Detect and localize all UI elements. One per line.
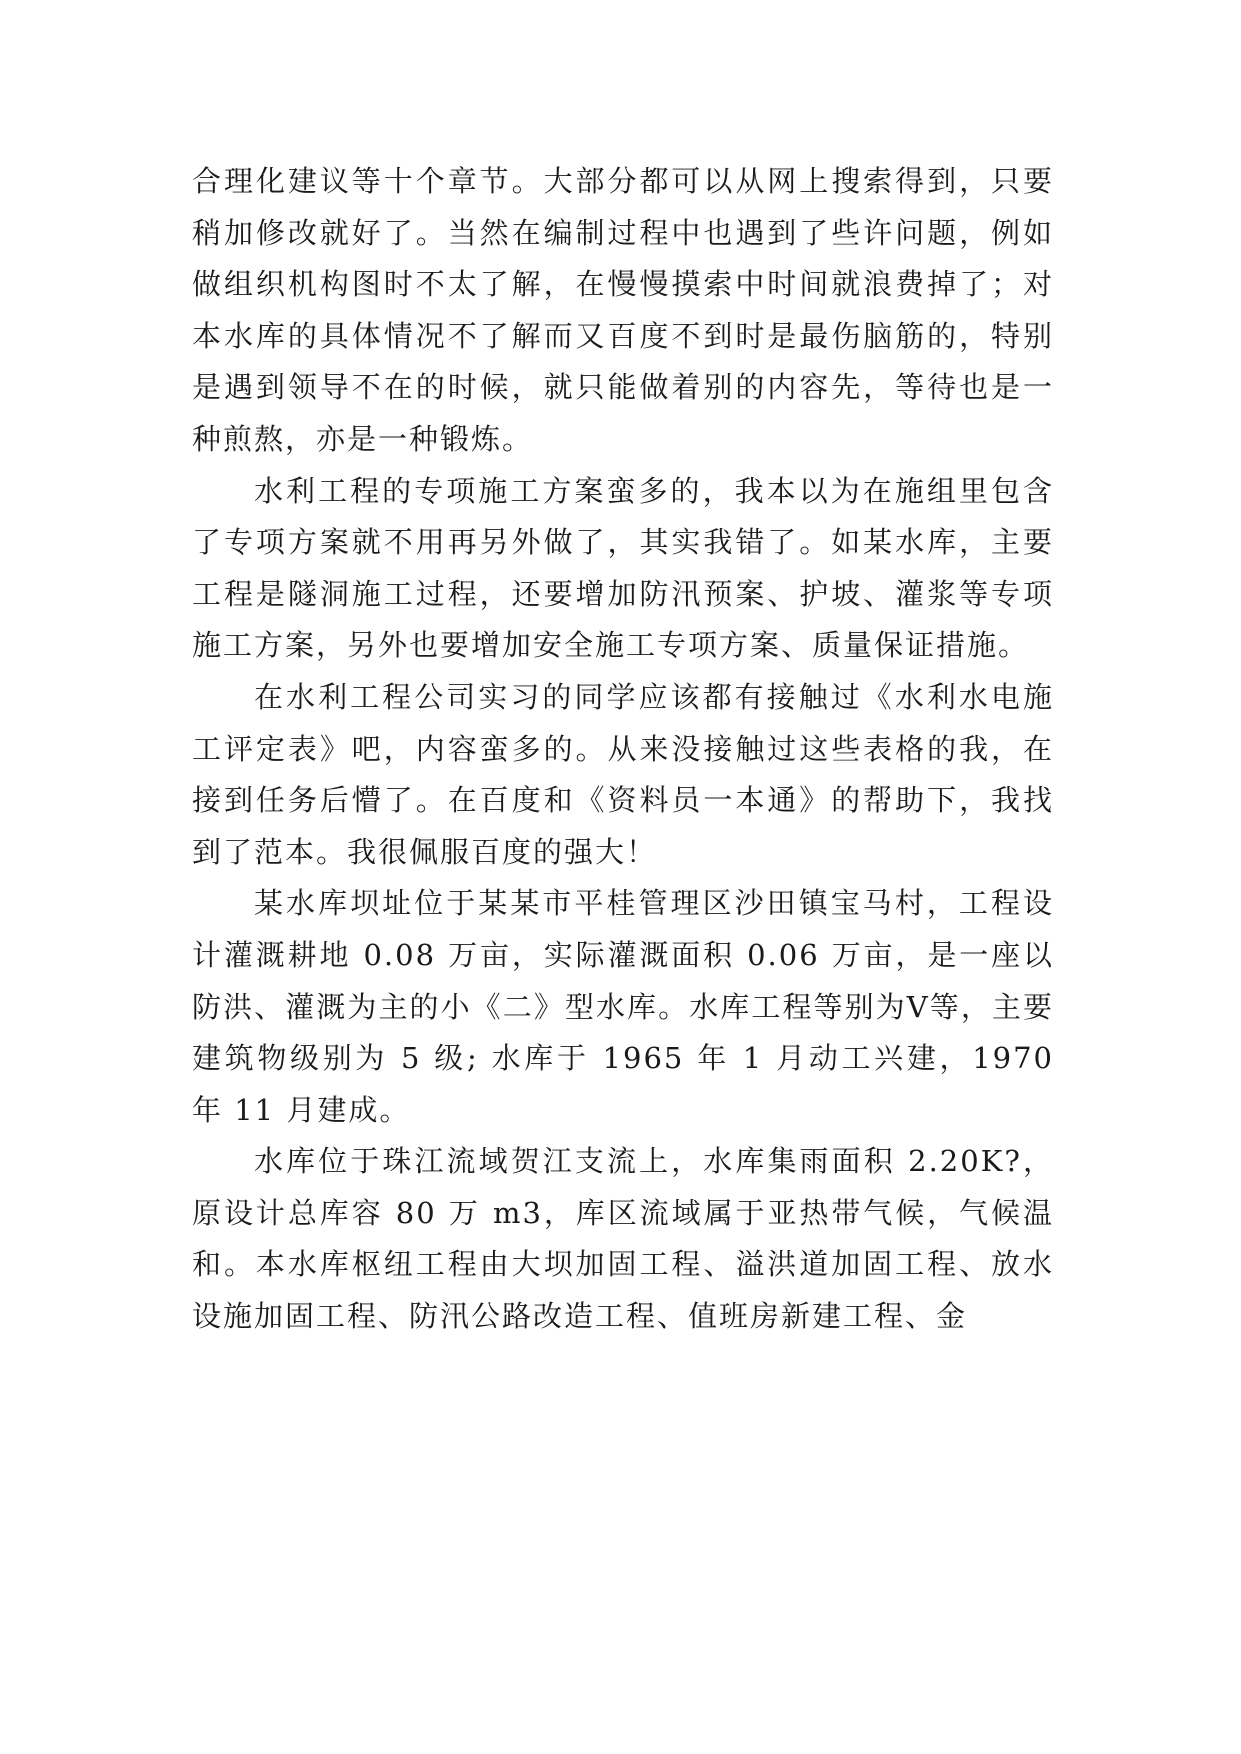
paragraph-3: 在水利工程公司实习的同学应该都有接触过《水利水电施工评定表》吧，内容蛮多的。从来没接触过这些表格的我，在接到任务后懵了。在百度和《资料员一本通》的帮助下，我找到了范本。我很佩服百度的强大！ [192,679,1054,869]
paragraph-1: 合理化建议等十个章节。大部分都可以从网上搜索得到，只要稍加修改就好了。当然在编制过程中也遇到了些许问题，例如做组织机构图时不太了解，在慢慢摸索中时间就浪费掉了；对本水库的具体情况不了解而又百度不到时是最伤脑筋的，特别是遇到领导不在的时候，就只能做着别的内容先，等待也是一种煎熬，亦是一种锻炼。 [192,164,1054,456]
paragraph-5: 水库位于珠江流域贺江支流上，水库集雨面积 2.20K?，原设计总库容 80 万 m3，库区流域属于亚热带气候，气候温和。本水库枢纽工程由大坝加固工程、溢洪道加固工程、放水设施加固工程、防汛公路改造工程、值班房新建工程、金 [192,1144,1054,1334]
body-text [192,156,1054,1343]
paragraph-2: 水利工程的专项施工方案蛮多的，我本以为在施组里包含了专项方案就不用再另外做了，其实我错了。如某水库，主要工程是隧洞施工过程，还要增加防汛预案、护坡、灌浆等专项施工方案，另外也要增加安全施工专项方案、质量保证措施。 [192,473,1054,663]
paragraph-4: 某水库坝址位于某某市平桂管理区沙田镇宝马村，工程设计灌溉耕地 0.08 万亩，实际灌溉面积 0.06 万亩，是一座以防洪、灌溉为主的小《二》型水库。水库工程等别为Ⅴ等，主要建筑物级别为 5 级; 水库于 1965 年 1 月动工兴建，1970 年 11 月建成。 [192,886,1054,1127]
